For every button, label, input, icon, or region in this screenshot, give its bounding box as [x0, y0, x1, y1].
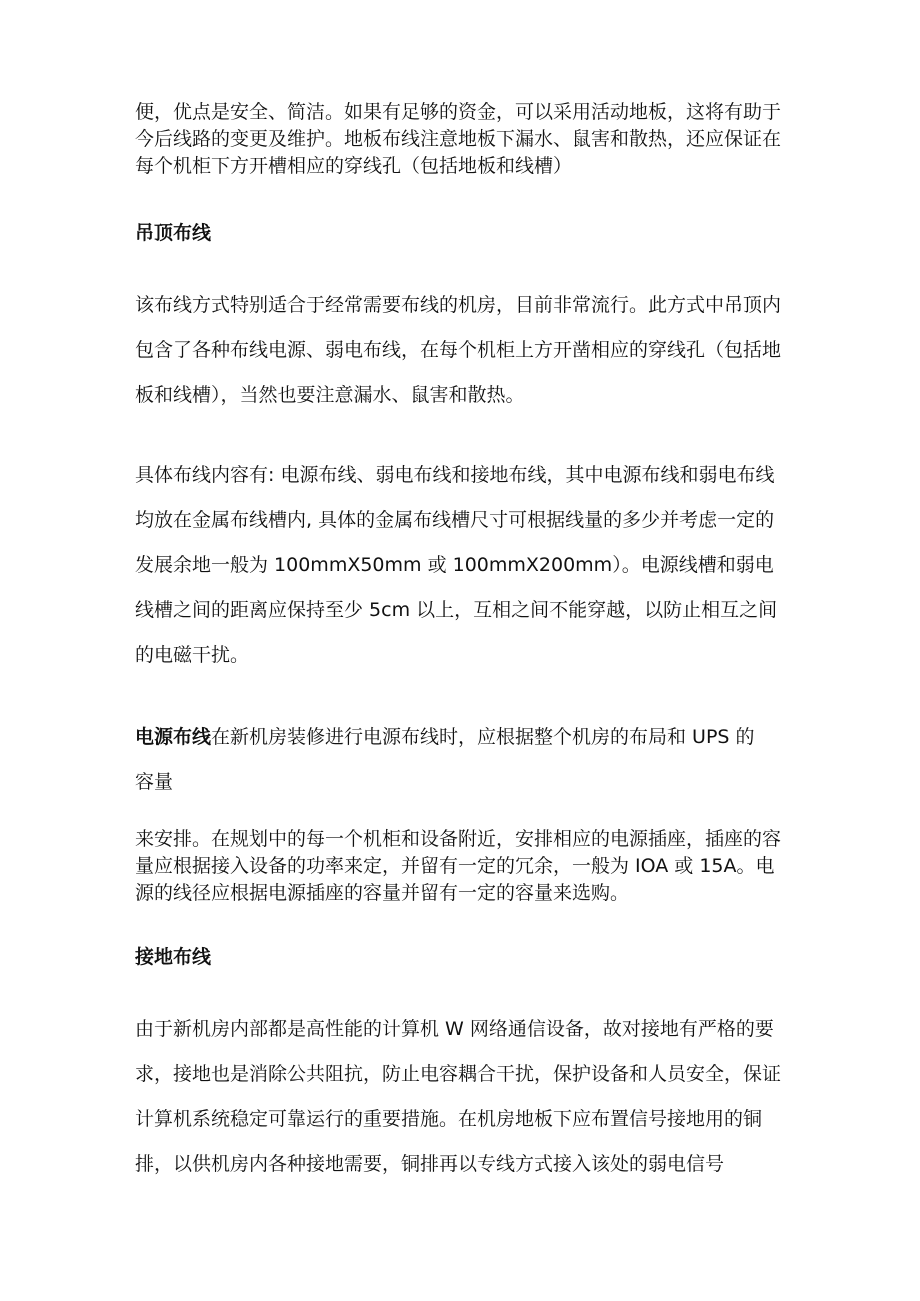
paragraph-ceiling-wiring: 该布线方式特别适合于经常需要布线的机房，目前非常流行。此方式中吊顶内包含了各种布线电源、弱电布线，在每个机柜上方开凿相应的穿线孔（包括地板和线槽），当然也要注意漏水、鼠害和散热。 [135, 294, 782, 406]
power-intro-line2: 容量 [135, 771, 174, 793]
paragraph-power-intro [135, 715, 790, 805]
heading-ground-wiring: 接地布线 [135, 946, 212, 968]
power-wiring-heading: 电源布线 [135, 726, 212, 748]
paragraph-ground-wiring: 由于新机房内部都是高性能的计算机 W 网络通信设备，故对接地有严格的要求，接地也是消除公共阻抗，防止电容耦合干扰，保护设备和人员安全，保证计算机系统稳定可靠运行的重要措施。在机房地板下应布置信号接地用的铜排，以供机房内各种接地需要，铜排再以专线方式接入该处的弱电信号 [135, 1018, 782, 1175]
paragraph-wiring-content: 具体布线内容有: 电源布线、弱电布线和接地布线，其中电源布线和弱电布线均放在金属布线槽内, 具体的金属布线槽尺寸可根据线量的多少并考虑一定的发展余地一般为 100mmX50mm 或 100mmX200mm）。电源线槽和弱电线槽之间的距离应保持至少 5cm 以上，互相之间不能穿越，以防止相互之间的电磁干扰。 [135, 464, 778, 666]
heading-ceiling-wiring: 吊顶布线 [135, 222, 212, 244]
power-intro-line1: 在新机房装修进行电源布线时，应根据整个机房的布局和 UPS 的 [211, 726, 755, 748]
paragraph-floor-wiring: 便，优点是安全、简洁。如果有足够的资金，可以采用活动地板，这将有助于今后线路的变更及维护。地板布线注意地板下漏水、鼠害和散热，还应保证在每个机柜下方开槽相应的穿线孔（包括地板和线槽） [135, 101, 782, 177]
paragraph-power-wiring: 来安排。在规划中的每一个机柜和设备附近，安排相应的电源插座，插座的容量应根据接入设备的功率来定，并留有一定的冗余，一般为 IOA 或 15A。电源的线径应根据电源插座的容量并留有一定的容量来选购。 [135, 828, 782, 904]
